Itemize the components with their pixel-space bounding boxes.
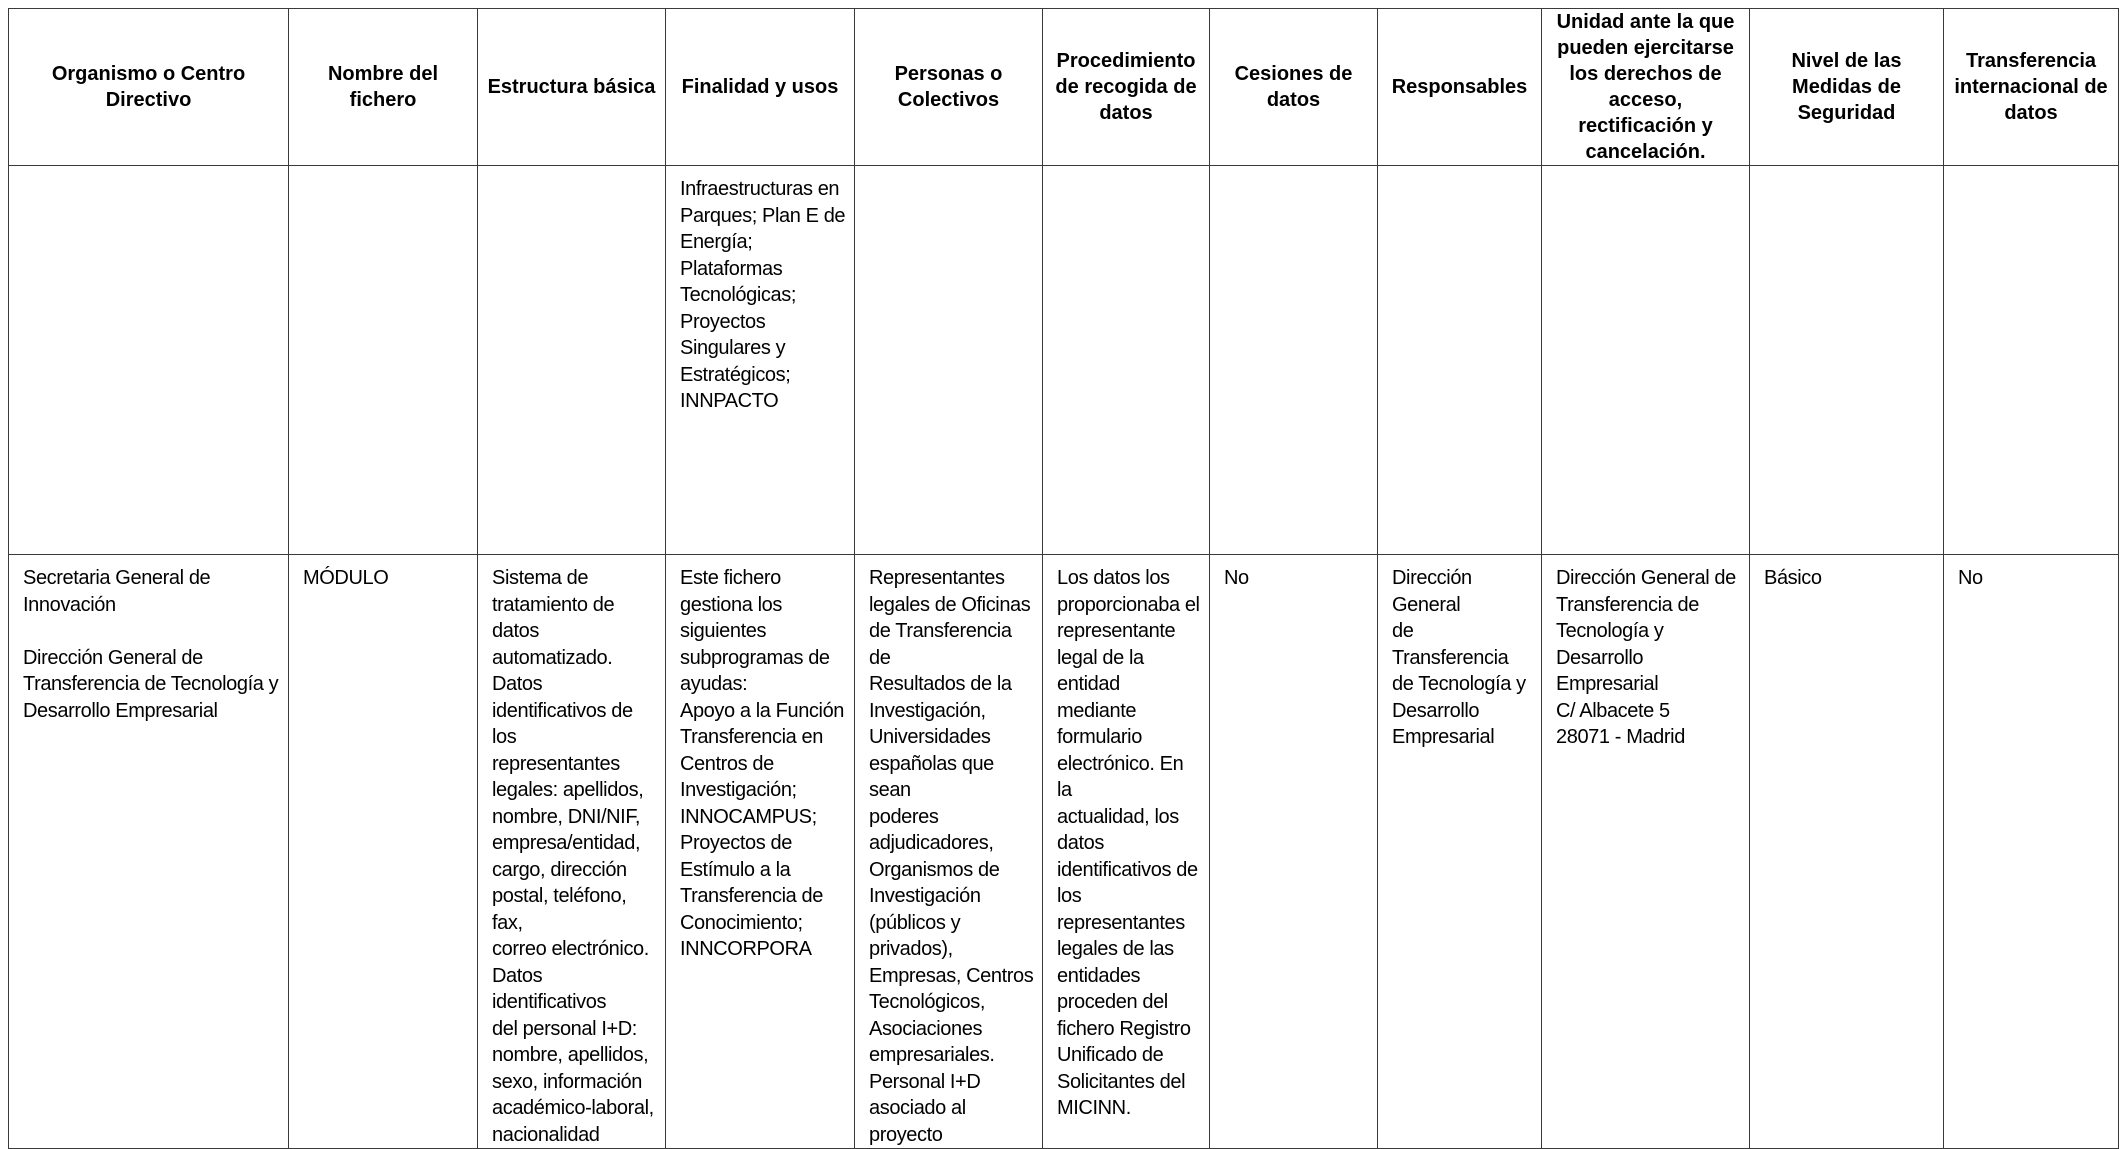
header-nombre-fichero: Nombre del fichero bbox=[289, 9, 478, 166]
cell-nombre: MÓDULO bbox=[289, 555, 478, 1149]
header-organismo: Organismo o Centro Directivo bbox=[9, 9, 289, 166]
cell-estructura: Sistema de tratamiento de datos automatizado. Datos identificativos de los representantes legales: apellidos, nombre, DNI/NIF, empresa/entidad, cargo, dirección postal, teléfono, fax, correo electrónico. Datos identificativos del personal I+D: nombre, apellidos, sexo, información académico-laboral, nacionalidad bbox=[478, 555, 666, 1149]
cell-cesiones: No bbox=[1210, 555, 1378, 1149]
cell-personas: Representantes legales de Oficinas de Transferencia de Resultados de la Investigación, Universidades españolas que sean poderes adjudicadores, Organismos de Investigación (públicos y privados), Empresas, Centros Tecnológicos, Asociaciones empresariales. Personal I+D asociado al proyecto bbox=[855, 555, 1043, 1149]
table-row bbox=[9, 555, 2119, 1149]
header-cesiones: Cesiones de datos bbox=[1210, 9, 1378, 166]
cell-personas bbox=[855, 166, 1043, 555]
cell-nivel bbox=[1750, 166, 1944, 555]
cell-finalidad: Este fichero gestiona los siguientes subprogramas de ayudas: Apoyo a la Función Transferencia en Centros de Investigación; INNOCAMPUS; Proyectos de Estímulo a la Transferencia de Conocimiento; INNCORPORA bbox=[666, 555, 855, 1149]
cell-nivel: Básico bbox=[1750, 555, 1944, 1149]
header-procedimiento: Procedimiento de recogida de datos bbox=[1043, 9, 1210, 166]
cell-procedimiento bbox=[1043, 166, 1210, 555]
header-personas: Personas o Colectivos bbox=[855, 9, 1043, 166]
header-nivel: Nivel de las Medidas de Seguridad bbox=[1750, 9, 1944, 166]
cell-estructura bbox=[478, 166, 666, 555]
header-unidad: Unidad ante la que pueden ejercitarse los derechos de acceso, rectificación y cancelación. bbox=[1542, 9, 1750, 166]
cell-responsables bbox=[1378, 166, 1542, 555]
cell-cesiones bbox=[1210, 166, 1378, 555]
cell-finalidad: Infraestructuras en Parques; Plan E de Energía; Plataformas Tecnológicas; Proyectos Singulares y Estratégicos; INNPACTO bbox=[666, 166, 855, 555]
cell-transferencia: No bbox=[1944, 555, 2119, 1149]
cell-unidad bbox=[1542, 166, 1750, 555]
cell-organismo: Secretaria General de Innovación Dirección General de Transferencia de Tecnología y Desarrollo Empresarial bbox=[9, 555, 289, 1149]
cell-responsables: Dirección General de Transferencia de Tecnología y Desarrollo Empresarial bbox=[1378, 555, 1542, 1149]
header-estructura: Estructura básica bbox=[478, 9, 666, 166]
header-finalidad: Finalidad y usos bbox=[666, 9, 855, 166]
cell-nombre bbox=[289, 166, 478, 555]
header-transferencia: Transferencia internacional de datos bbox=[1944, 9, 2119, 166]
cell-organismo bbox=[9, 166, 289, 555]
data-files-table bbox=[8, 8, 2119, 1149]
cell-transferencia bbox=[1944, 166, 2119, 555]
table-row bbox=[9, 166, 2119, 555]
header-responsables: Responsables bbox=[1378, 9, 1542, 166]
cell-procedimiento: Los datos los proporcionaba el representante legal de la entidad mediante formulario electrónico. En la actualidad, los datos identificativos de los representantes legales de las entidades proceden del fichero Registro Unificado de Solicitantes del MICINN. bbox=[1043, 555, 1210, 1149]
header-row bbox=[9, 9, 2119, 166]
cell-unidad: Dirección General de Transferencia de Tecnología y Desarrollo Empresarial C/ Albacete 5 28071 - Madrid bbox=[1542, 555, 1750, 1149]
